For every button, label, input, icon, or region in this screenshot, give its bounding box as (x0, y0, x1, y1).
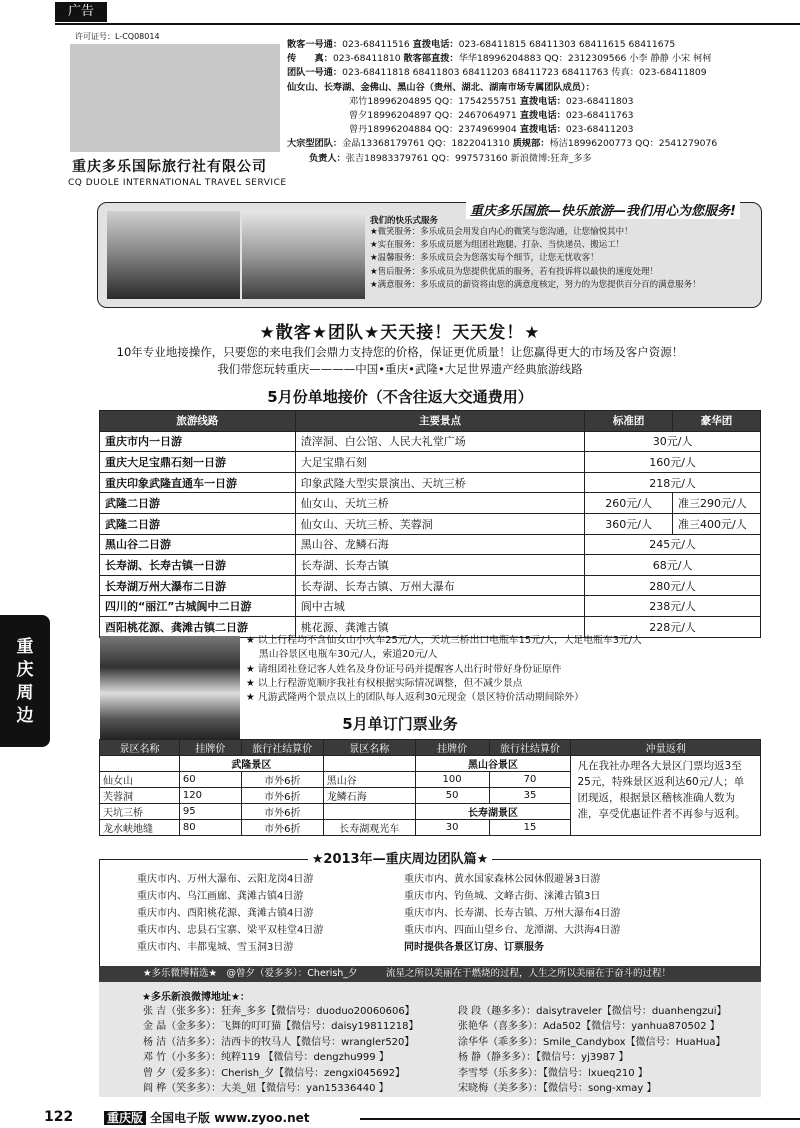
group-item: 重庆市内、酉阳桃花源、龚滩古镇4日游 (137, 908, 314, 919)
weibo-entry: 邓 竹（小多多）：纯粹119 【微信号：dengzhu999 】 (143, 1052, 389, 1064)
group-item: 重庆市内、忠县石宝寨、梁平双桂堂4日游 (137, 925, 324, 936)
main-slogan: ★散客★团队★天天接！天天发！★ (259, 323, 541, 343)
intro-line-1: 10年专业地接操作，只要您的来电我们会鼎力支持您的价格，保证更优质量！让您赢得更大的市场及客户资源！ (116, 345, 684, 359)
ticket-list-price: 60 (179, 772, 241, 788)
tour-standard-price: 360元/人 (585, 513, 673, 534)
group-item: 重庆市内、丰都鬼城、雪玉洞3日游 (137, 942, 294, 953)
contact-fragment: 金晶13368179761 QQ：1822041310 (342, 138, 513, 150)
tour-route: 武隆二日游 (100, 513, 296, 534)
ticket-list-price: 80 (179, 820, 241, 836)
zone-wulong: 武隆景区 (179, 756, 323, 772)
ticket-list-price: 95 (179, 804, 241, 820)
ticket-header: 挂牌价 (179, 740, 241, 756)
tour-price: 245元/人 (585, 534, 761, 555)
contact-fragment: 直拨电话： (516, 95, 566, 107)
contact-line (287, 152, 797, 166)
tour-route: 武隆二日游 (100, 493, 296, 514)
side-tab-text: 周 边 (16, 683, 34, 726)
weibo-entry: 曾 夕（爱多多）：Cherish_夕【微信号：zengxi045692】 (143, 1067, 406, 1079)
ticket-header: 旅行社结算价 (489, 740, 571, 756)
ticket-settle-price: 35 (489, 788, 571, 804)
tour-sights: 桃花源、龚滩古镇 (295, 616, 584, 637)
tour-route: 重庆印象武隆直通车一日游 (100, 472, 296, 493)
group-item: 重庆市内、四面山望乡台、龙潭湖、大洪海4日游 (404, 925, 621, 936)
tour-row (100, 534, 761, 555)
tour-route: 长寿湖万州大瀑布二日游 (100, 575, 296, 596)
weibo-entry: 杨 静（静多多）：【微信号：yj3987 】 (458, 1052, 629, 1064)
tour-row (100, 452, 761, 473)
contact-line (287, 66, 797, 80)
intro-line-2: 我们带您玩转重庆————中国•重庆•武隆•大足世界遗产经典旅游线路 (217, 362, 583, 376)
note-line: ★ 以上行程游览顺序我社有权根据实际情况调整，但不减少景点 (246, 677, 523, 689)
group-item: 同时提供各景区订房、订票服务 (404, 942, 544, 953)
company-logo (70, 44, 280, 152)
ticket-list-price: 50 (415, 788, 489, 804)
weibo-list-right (458, 1004, 727, 1096)
weibo-entry: 金 晶（金多多）：飞舞的叮叮猫【微信号：daisy19811218】 (143, 1021, 419, 1033)
contact-fragment: 负责人： (309, 152, 346, 164)
tour-sights: 黑山谷、龙鳞石海 (295, 534, 584, 555)
tour-price: 280元/人 (585, 575, 761, 596)
ticket-settle-price: 市外6折 (241, 820, 323, 836)
license-number: 许可证号：L-CQ08014 (75, 32, 160, 41)
contact-fragment: 质规部： (512, 138, 550, 150)
contact-line (287, 123, 797, 137)
contact-line (287, 95, 797, 109)
tour-sights: 印象武隆大型实景演出、天坑三桥 (295, 472, 584, 493)
ticket-header: 旅行社结算价 (241, 740, 323, 756)
contact-fragment: 华华18996204883 QQ：2312309566 小李 静静 小宋 柯柯 (458, 53, 712, 65)
side-tab-label (0, 636, 50, 728)
contact-fragment: 023-68411516 (342, 39, 413, 50)
ticket-settle-price: 市外6折 (241, 804, 323, 820)
group-item: 重庆市内、黄水国家森林公园休假避暑3日游 (404, 874, 601, 885)
tour-header-luxury: 豪华团 (673, 411, 761, 432)
ticket-section-title: 5月单订门票业务 (342, 715, 458, 733)
weibo-title: ★多乐新浪微博地址★： (142, 992, 250, 1003)
ticket-name: 芙蓉洞 (100, 788, 180, 804)
group-list-left (137, 871, 323, 956)
contact-fragment: 团队一号通： (287, 67, 343, 79)
tour-route: 重庆市内一日游 (100, 431, 296, 452)
contact-line (287, 137, 797, 151)
contact-fragment: 大宗型团队： (287, 138, 343, 150)
contact-fragment: 邓竹18996204895 QQ：1754255751 (349, 95, 517, 107)
weibo-entry: 段 段（趣多多）：daisytraveler【微信号：duanhengzui】 (458, 1006, 727, 1017)
ticket-header: 景区名称 (323, 740, 415, 756)
weibo-highlight-bar: ★多乐微博精选★ @曾夕（爱多多）：Cherish_夕 流星之所以美丽在于燃烧的过程，人生之所以美丽在于奋斗的过程！ (99, 966, 761, 982)
footer-bar (98, 1109, 316, 1128)
ticket-name: 长寿湖观光车 (323, 820, 415, 836)
contact-fragment: 散客部直拨： (403, 53, 459, 65)
tour-header-route: 旅游线路 (100, 411, 296, 432)
ticket-name: 天坑三桥 (100, 804, 180, 820)
service-item: ★售后服务：多乐成员为您提供优质的服务，若有投诉将以最快的速度处理！ (370, 266, 659, 277)
scenic-photo-pagoda (107, 211, 240, 299)
tour-row (100, 555, 761, 576)
ticket-header: 冲量返利 (571, 740, 761, 756)
contact-fragment: 直拨电话： (516, 110, 566, 122)
service-title: 我们的快乐式服务 (370, 216, 439, 226)
tour-notes (246, 634, 642, 705)
tour-sights: 渣滓洞、白公馆、人民大礼堂广场 (295, 431, 584, 452)
contact-fragment: 直拨电话： (412, 39, 459, 50)
tour-row (100, 575, 761, 596)
contact-fragment: 杨洁18996200773 QQ：2541279076 (549, 138, 718, 150)
service-list (370, 226, 701, 292)
weibo-entry: 杨 洁（洁多多）：洁西卡的牧马人【微信号：wrangler520】 (143, 1036, 415, 1048)
tour-row (100, 513, 761, 534)
tour-sights: 长寿湖、长寿古镇 (295, 555, 584, 576)
ticket-name: 龙水峡地缝 (100, 820, 180, 836)
ticket-settle-price: 15 (489, 820, 571, 836)
tour-luxury-price: 准三400元/人 (673, 513, 761, 534)
weibo-entry: 李雪琴（乐多多）：【微信号：lxueq210 】 (458, 1067, 648, 1079)
tour-sights: 阆中古城 (295, 596, 584, 617)
service-item: ★微笑服务：多乐成员会用发自内心的微笑与您沟通，让您愉悦其中！ (370, 227, 633, 237)
weibo-entry: 涂华华（乖多多）：Smile_Candybox【微信号：HuaHua】 (458, 1036, 726, 1048)
weibo-entry: 张艳华（喜多多）：Ada502【微信号：yanhua870502 】 (458, 1021, 720, 1033)
ticket-list-price: 120 (179, 788, 241, 804)
contact-fragment: 传 真： (287, 53, 333, 65)
note-line: ★ 凡游武隆两个景点以上的团队每人返利30元现金（景区特价活动期间除外） (246, 692, 584, 704)
tour-price: 238元/人 (585, 596, 761, 617)
ticket-name: 龙鳞石海 (323, 788, 415, 804)
service-item: ★满意服务：多乐成员的薪资将由您的满意度核定，努力的为您提供百分百的满意服务！ (370, 279, 701, 290)
contact-line (287, 109, 797, 123)
ticket-table (99, 739, 761, 836)
company-name-en: CQ DUOLE INTERNATIONAL TRAVEL SERVICE (68, 178, 287, 188)
rebate-text: 凡在我社办理各大景区门票均返3至25元，特殊景区返利达60元/人；单团现返，根据景区稽核准确人数为准，享受优惠证件者不再参与返利。 (571, 756, 761, 836)
ticket-list-price: 30 (415, 820, 489, 836)
contact-line (287, 38, 797, 52)
tour-route: 酉阳桃花源、龚滩古镇二日游 (100, 616, 296, 637)
group-list-right (404, 871, 620, 956)
tour-price: 218元/人 (585, 472, 761, 493)
top-rule (55, 23, 800, 25)
group-item: 重庆市内、乌江画廊、龚滩古镇4日游 (137, 891, 304, 902)
group-item: 重庆市内、万州大瀑布、云阳龙岗4日游 (137, 874, 314, 885)
tour-row (100, 431, 761, 452)
contact-fragment: 023-68411203 (565, 124, 634, 136)
weibo-entry: 阎 桦（笑多多）：大美_妞【微信号：yan15336440 】 (143, 1083, 389, 1095)
note-line: ★ 请组团社登记客人姓名及身份证号码并提醒客人出行时带好身份证原件 (246, 663, 562, 675)
zone-changshouhu: 长寿湖景区 (415, 804, 571, 820)
footer-edition: 重庆版 (104, 1111, 146, 1125)
service-item: ★温馨服务：多乐成员会为您落实每个细节，让您无忧收客！ (370, 253, 599, 264)
ticket-header: 景区名称 (100, 740, 180, 756)
weibo-entry: 宋晓梅（美多多）：【微信号：song-xmay 】 (458, 1083, 657, 1095)
contact-line (287, 52, 797, 66)
ticket-settle-price: 70 (489, 772, 571, 788)
contact-fragment: 仙女山、长寿湖、金佛山、黑山谷（贵州、湖北、湖南市场专属团队成员）： (287, 81, 595, 93)
tour-price: 30元/人 (585, 431, 761, 452)
tour-row (100, 472, 761, 493)
tour-price-table (99, 410, 761, 638)
tour-route: 长寿湖、长寿古镇一日游 (100, 555, 296, 576)
contact-fragment: 直拨电话： (516, 124, 566, 136)
service-item: ★实在服务：多乐成员愿为组团社跑腿、打杂、当快递员、搬运工！ (370, 240, 625, 251)
tour-standard-price: 260元/人 (585, 493, 673, 514)
note-line: ★ 以上行程均不含仙女山小火车25元/人，天坑三桥出口电瓶车15元/人，大足电瓶车3元/人 (246, 635, 642, 646)
tour-price: 160元/人 (585, 452, 761, 473)
tour-header-sights: 主要景点 (295, 411, 584, 432)
contact-fragment: 023-68411810 (332, 53, 404, 65)
company-name-cn: 重庆多乐国际旅行社有限公司 (72, 159, 267, 175)
contact-fragment: 张吉18983379761 QQ：997573160 新浪微博:狂奔_多多 (345, 152, 592, 164)
ticket-settle-price: 市外6折 (241, 788, 323, 804)
page-number: 122 (44, 1109, 74, 1125)
tour-route: 黑山谷二日游 (100, 534, 296, 555)
contact-fragment: 023-68411763 (565, 110, 634, 122)
tour-sights: 长寿湖、长寿古镇、万州大瀑布 (295, 575, 584, 596)
footer-site: 全国电子版 www.zyoo.net (150, 1111, 310, 1125)
service-slogan: 重庆多乐国旅—快乐旅游—我们用心为您服务! (466, 200, 740, 219)
tour-row (100, 596, 761, 617)
scenic-photo-lake (242, 211, 365, 299)
ticket-header: 挂牌价 (415, 740, 489, 756)
contact-fragment: 023-68411815 68411303 68411615 68411675 (458, 39, 676, 50)
group-item: 重庆市内、长寿湖、长寿古镇、万州大瀑布4日游 (404, 908, 621, 919)
tour-sights: 大足宝鼎石刻 (295, 452, 584, 473)
tour-price: 228元/人 (585, 616, 761, 637)
footer-rule (360, 1118, 800, 1120)
ticket-name: 黑山谷 (323, 772, 415, 788)
contact-line (287, 81, 797, 95)
ticket-name: 仙女山 (100, 772, 180, 788)
tour-sights: 仙女山、天坑三桥 (295, 493, 584, 514)
side-tab-text: 重 庆 (16, 637, 34, 680)
group-tours-title (0, 848, 800, 867)
weibo-list-left (143, 1004, 418, 1096)
tour-sights: 仙女山、天坑三桥、芙蓉洞 (295, 513, 584, 534)
zone-heishangu: 黑山谷景区 (415, 756, 571, 772)
contact-block (287, 38, 797, 166)
contact-fragment: 023-68411803 (565, 95, 634, 107)
tour-header-standard: 标准团 (585, 411, 673, 432)
contact-fragment: 曾丹18996204884 QQ：2374969904 (349, 124, 517, 136)
group-item: 重庆市内、钓鱼城、文峰古街、涞滩古镇3日 (404, 891, 601, 902)
tour-price: 68元/人 (585, 555, 761, 576)
tour-row (100, 493, 761, 514)
tour-section-title: 5月份单地接价（不含往返大交通费用） (267, 388, 533, 406)
ticket-settle-price: 市外6折 (241, 772, 323, 788)
contact-fragment: 023-68411818 68411803 68411203 68411723 68411763 传真：023-68411809 (342, 67, 707, 79)
group-tours-title-text: ★2013年—重庆周边团队篇★ (308, 852, 493, 867)
tour-route: 重庆大足宝鼎石刻一日游 (100, 452, 296, 473)
contact-fragment: 曾夕18996204897 QQ：2467064971 (349, 110, 517, 122)
ticket-list-price: 100 (415, 772, 489, 788)
ad-tag: 广告 (55, 2, 107, 22)
tour-luxury-price: 准三290元/人 (673, 493, 761, 514)
weibo-entry: 张 吉（张多多）：狂奔_多多【微信号：duoduo20060606】 (143, 1006, 415, 1017)
note-line: 黑山谷景区电瓶车30元/人，索道20元/人 (246, 649, 438, 661)
tour-route: 四川的“丽江”古城阆中二日游 (100, 596, 296, 617)
contact-fragment: 散客一号通： (287, 39, 343, 50)
